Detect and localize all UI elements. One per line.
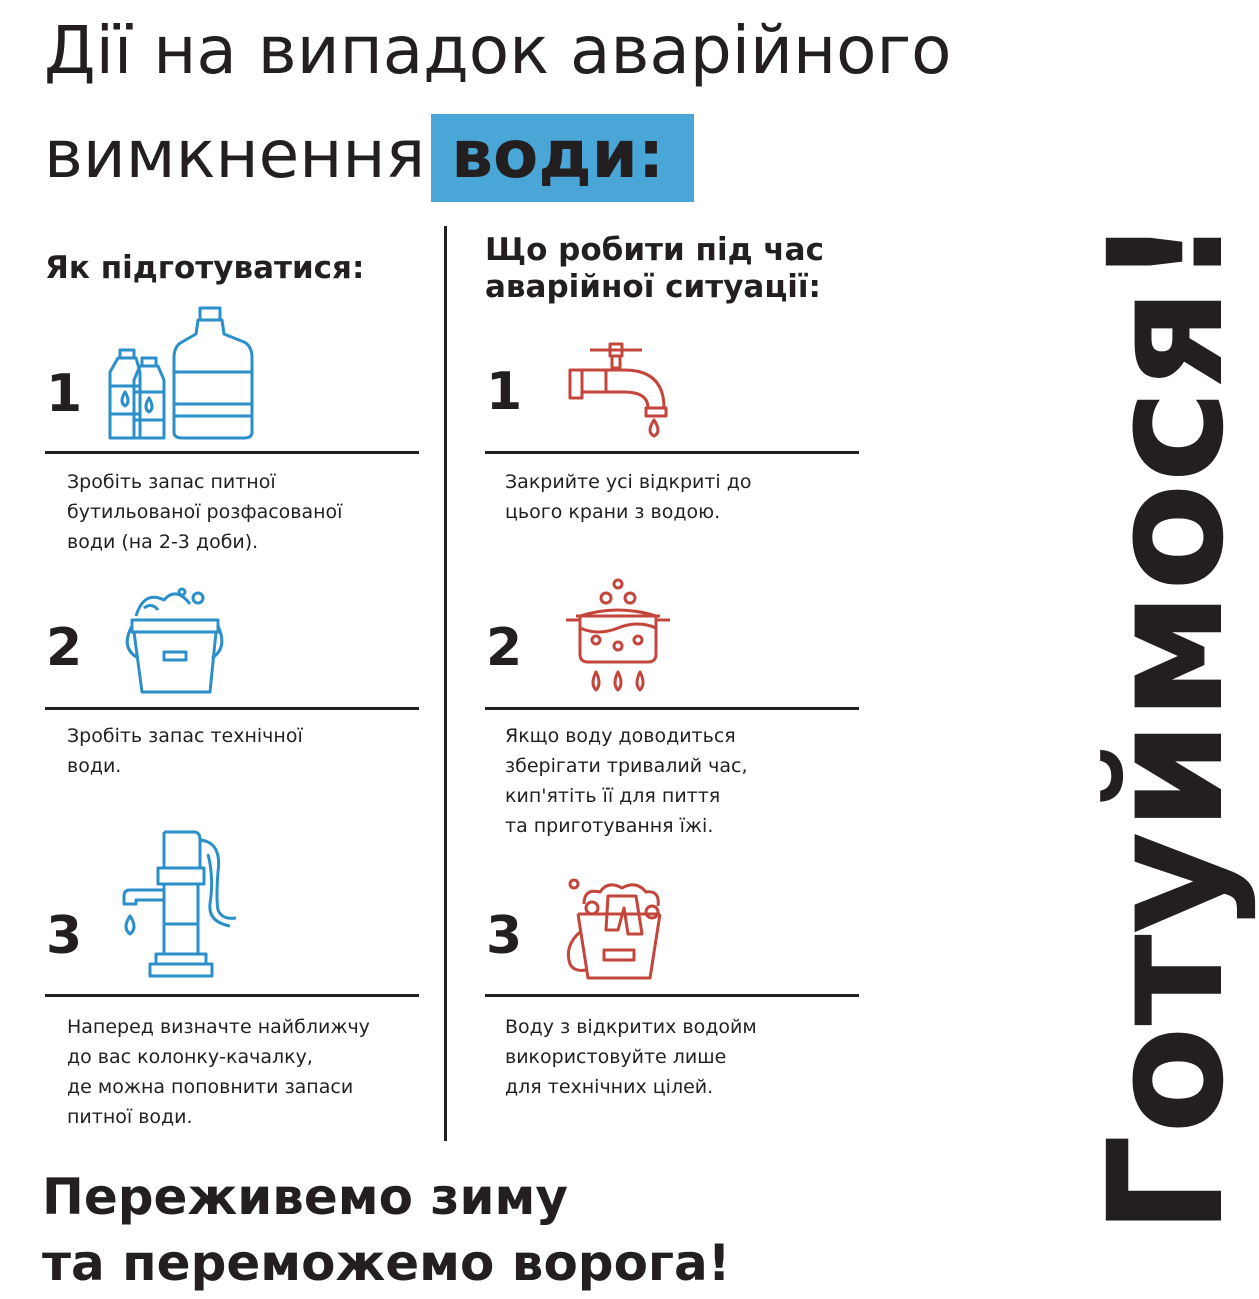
left-rule-1 [45, 451, 419, 454]
left-step-3-line: до вас колонку-качалку, [67, 1046, 313, 1068]
right-step-3-line: для технічних цілей. [505, 1076, 714, 1098]
left-step-1-text [67, 467, 342, 557]
right-step-1-line: Закрийте усі відкриті до [505, 471, 752, 493]
vertical-side-text: Готуймося! [1075, 215, 1259, 1235]
right-step-number-1: 1 [486, 362, 523, 422]
right-step-3-line: використовуйте лише [505, 1046, 727, 1068]
right-step-1-line: цього крани з водою. [505, 501, 721, 523]
left-step-3-line: Наперед визначте найближчу [67, 1016, 370, 1038]
bucket-icon [120, 584, 226, 700]
bottom-slogan-line-2: та переможемо ворога! [42, 1234, 731, 1292]
right-step-number-2: 2 [486, 618, 523, 678]
left-step-number-2: 2 [46, 618, 83, 678]
washing-bucket-icon [562, 874, 672, 988]
left-step-2-line: Зробіть запас технічної [67, 725, 303, 747]
boiling-pot-icon [562, 576, 674, 700]
right-heading-line-2: аварійної ситуації: [485, 269, 821, 305]
right-step-3-line: Воду з відкритих водойм [505, 1016, 757, 1038]
left-step-number-1: 1 [46, 364, 83, 424]
left-step-2-line: води. [67, 755, 122, 777]
right-step-2-line: та приготування їжі. [505, 815, 714, 837]
bottom-slogan-line-1: Переживемо зиму [42, 1168, 568, 1226]
hand-pump-icon [118, 828, 248, 984]
right-step-2-line: зберігати тривалий час, [505, 755, 748, 777]
right-step-3-text [505, 1012, 757, 1102]
left-rule-2 [45, 707, 419, 710]
left-step-3-line: де можна поповнити запаси [67, 1076, 354, 1098]
page-title-line-2 [44, 114, 694, 202]
title-plain-word: вимкнення [44, 116, 426, 193]
right-rule-3 [485, 994, 859, 997]
left-step-2-text [67, 721, 303, 781]
left-step-1-line: води (на 2-3 доби). [67, 531, 259, 553]
page-title-line-1: Дії на випадок аварійного [44, 12, 952, 89]
right-step-2-line: кип'ятіть її для пиття [505, 785, 721, 807]
left-step-number-3: 3 [46, 906, 83, 966]
left-step-1-line: Зробіть запас питної [67, 471, 276, 493]
left-column-heading: Як підготуватися: [45, 250, 365, 286]
column-divider [444, 226, 447, 1141]
right-rule-2 [485, 707, 859, 710]
right-column-heading [485, 232, 824, 306]
right-heading-line-1: Що робити під час [485, 232, 824, 268]
right-step-2-text [505, 721, 747, 841]
water-bottles-icon [104, 306, 256, 444]
right-step-2-line: Якщо воду доводиться [505, 725, 736, 747]
faucet-icon [566, 340, 670, 444]
right-rule-1 [485, 451, 859, 454]
left-rule-3 [45, 994, 419, 997]
left-step-1-line: бутильованої розфасованої [67, 501, 343, 523]
left-step-3-text [67, 1012, 370, 1132]
left-step-3-line: питної води. [67, 1106, 193, 1128]
right-step-number-3: 3 [486, 906, 523, 966]
title-highlight: води: [431, 114, 694, 202]
right-step-1-text [505, 467, 752, 527]
